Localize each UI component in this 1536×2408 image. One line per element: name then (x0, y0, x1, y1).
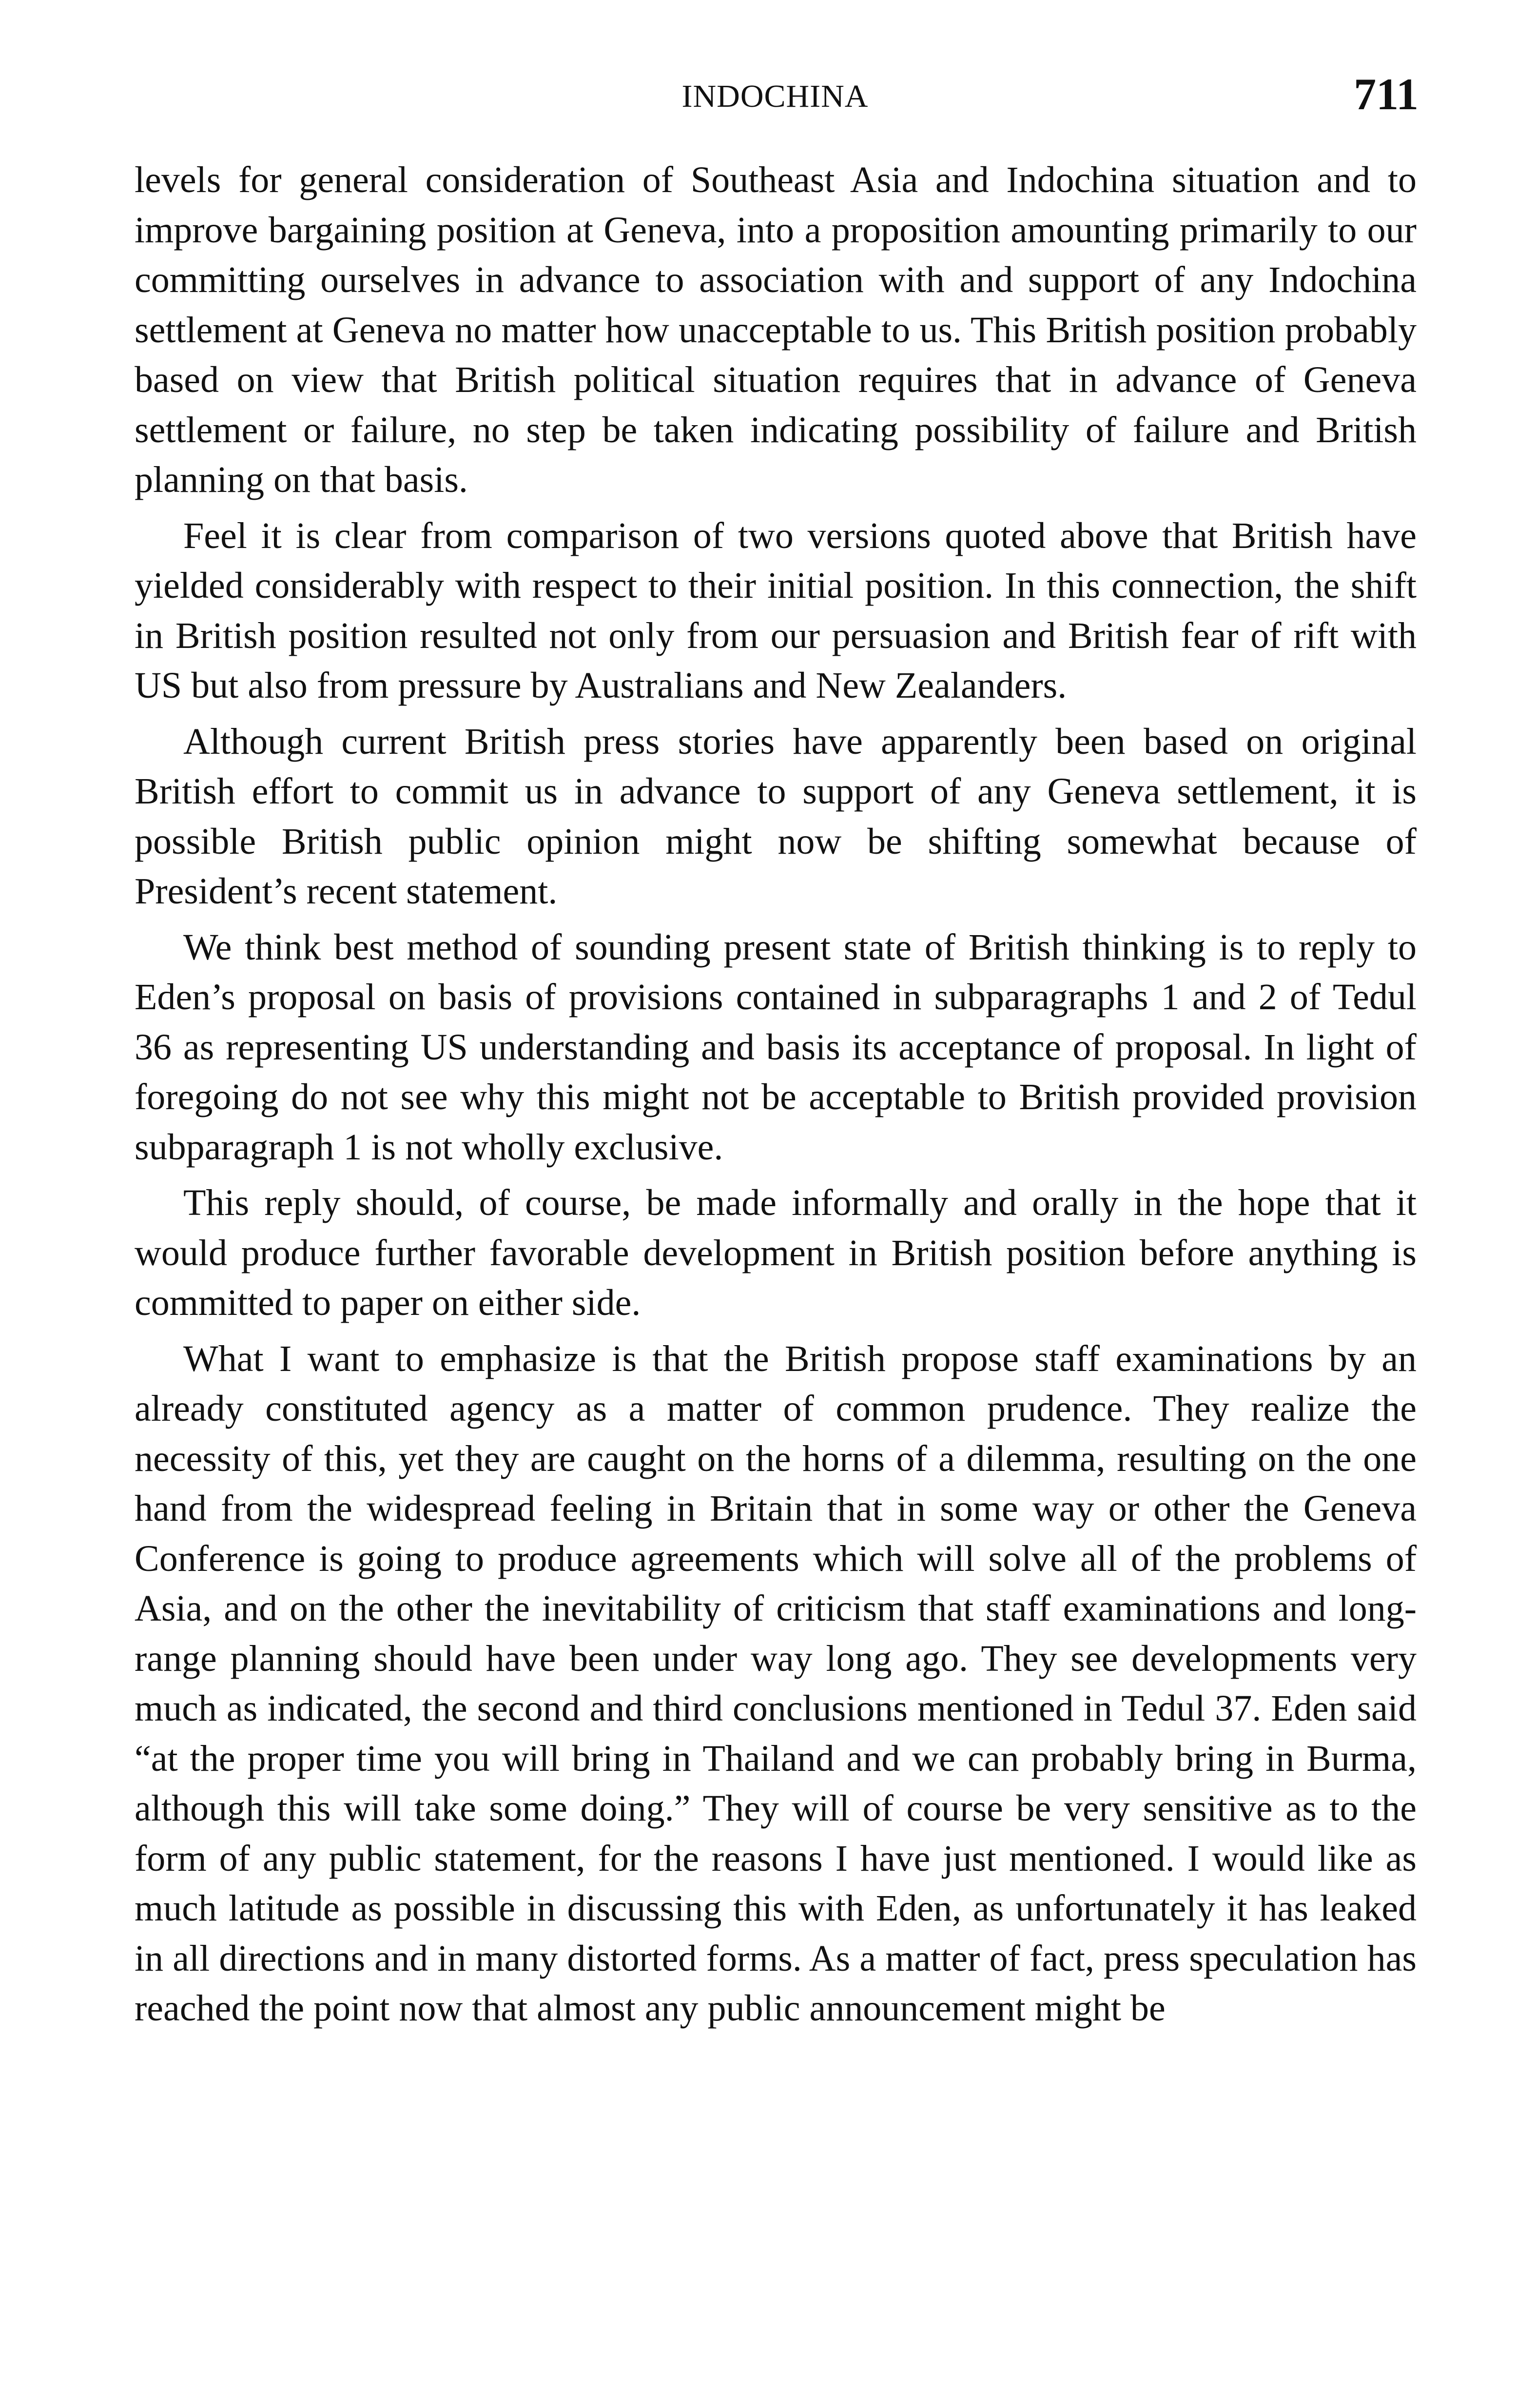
running-title: INDOCHINA (681, 78, 869, 114)
paragraph: Although current British press stories have apparently been based on original British effort to commit us in advance to support of any Geneva settlement, it is possible British public opinion might now be shifting somewhat because of President’s recent statement. (135, 721, 1417, 912)
paragraph: Feel it is clear from comparison of two versions quoted above that British have yielded considerably with respect to their initial position. In this connection, the shift in British position resulted not only from our persuasion and British fear of rift with US but also from pressure by Australians and New Zealanders. (135, 515, 1417, 706)
running-header (132, 68, 1419, 127)
paragraph: What I want to emphasize is that the British propose staff examinations by an already constituted agency as a matter of common prudence. They realize the necessity of this, yet they are caught on the horns of a dilemma, resulting on the one hand from the widespread feeling in Britain that in some way or other the Geneva Conference is going to produce agreements which will solve all of the problems of Asia, and on the other the inevitability of criticism that staff examinations and long-range planning should have been under way long ago. They see developments very much as indicated, the second and third conclusions mentioned in Tedul 37. Eden said “at the proper time you will bring in Thailand and we can probably bring in Burma, although this will take some doing.” They will of course be very sensitive as to the form of any public statement, for the reasons I have just mentioned. I would like as much latitude as possible in discussing this with Eden, as unfortunately it has leaked in all directions and in many distorted forms. As a matter of fact, press speculation has reached the point now that almost any public announcement might be (135, 1338, 1417, 2029)
paragraph-continuation: levels for general consideration of Southeast Asia and Indochina situation and to improve bargaining position at Geneva, into a proposition amounting primarily to our committing ourselves in advance to association with and support of any Indochina settlement at Geneva no matter how unacceptable to us. This British position probably based on view that British political situation requires that in advance of Geneva settlement or failure, no step be taken indicating possibility of failure and British planning on that basis. (135, 159, 1417, 500)
page-number: 711 (1354, 69, 1419, 119)
body-text (135, 155, 1417, 2039)
paragraph: This reply should, of course, be made informally and orally in the hope that it would produce further favorable development in British position before anything is committed to paper on either side. (135, 1182, 1417, 1323)
paragraph: We think best method of sounding present state of British thinking is to reply to Eden’s proposal on basis of provisions contained in subparagraphs 1 and 2 of Tedul 36 as representing US understanding and basis its acceptance of proposal. In light of foregoing do not see why this might not be acceptable to British provided provision subparagraph 1 is not wholly exclusive. (135, 926, 1417, 1168)
